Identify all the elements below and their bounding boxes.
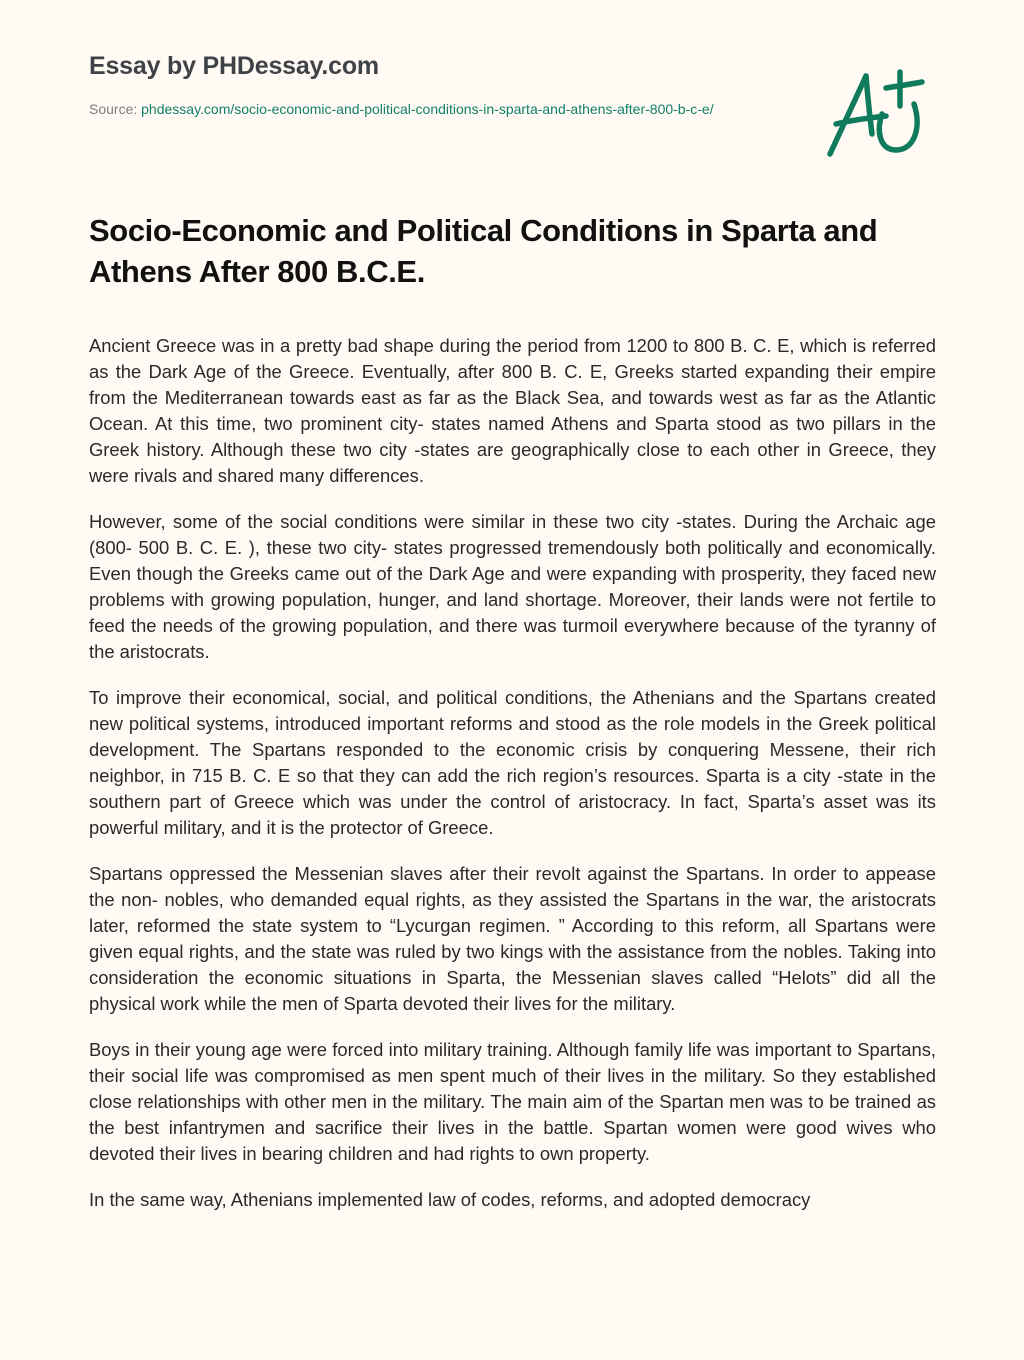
article-title: Socio-Economic and Political Conditions in Sparta and Athens After 800 B.C.E. bbox=[89, 213, 878, 289]
source-label: Source: bbox=[89, 101, 142, 117]
page-header bbox=[89, 48, 789, 120]
paragraph: However, some of the social conditions were similar in these two city -states. During the Archaic age (800- 500 B. C. E. ), these two city- states progressed tremendously both politically and economically. Even though the Greeks came out of the Dark Age and were expanding with prosperity, they faced new problems with growing population, hunger, and land shortage. Moreover, their lands were not fertile to feed the needs of the growing population, and there was turmoil everywhere because of the tyranny of the aristocrats. bbox=[89, 511, 936, 662]
a-plus-logo-svg bbox=[822, 66, 930, 160]
source-line bbox=[89, 98, 749, 120]
a-plus-grade-icon bbox=[822, 66, 930, 160]
paragraph-truncated: In the same way, Athenians implemented law of codes, reforms, and adopted democracy bbox=[89, 1189, 811, 1210]
paragraph: To improve their economical, social, and political conditions, the Athenians and the Spartans created new political systems, introduced important reforms and stood as the role models in the Greek political development. The Spartans responded to the economic crisis by conquering Messene, their rich neighbor, in 715 B. C. E so that they can add the rich region’s resources. Sparta is a city -state in the southern part of Greece which was under the control of aristocracy. In fact, Sparta’s asset was its powerful military, and it is the protector of Greece. bbox=[89, 687, 936, 838]
paragraph: Ancient Greece was in a pretty bad shape during the period from 1200 to 800 B. C. E, which is referred as the Dark Age of the Greece. Eventually, after 800 B. C. E, Greeks started expanding their empire from the Mediterranean towards east as far as the Black Sea, and towards west as far as the Atlantic Ocean. At this time, two prominent city- states named Athens and Sparta stood as two pillars in the Greek history. Although these two city -states are geographically close to each other in Greece, they were rivals and shared many differences. bbox=[89, 335, 936, 486]
source-link[interactable]: phdessay.com/socio-economic-and-political-conditions-in-sparta-and-athens-after-800-b-c-e/ bbox=[141, 101, 714, 117]
paragraph: Spartans oppressed the Messenian slaves after their revolt against the Spartans. In order to appease the non- nobles, who demanded equal rights, as they assisted the Spartans in the war, the aristocrats later, reformed the state system to “Lycurgan regimen. ” According to this reform, all Spartans were given equal rights, and the state was ruled by two kings with the assistance from the nobles. Taking into consideration the economic situations in Sparta, the Messenian slaves called “Helots” did all the physical work while the men of Sparta devoted their lives for the military. bbox=[89, 863, 936, 1014]
site-title: Essay by PHDessay.com bbox=[89, 52, 379, 80]
paragraph: Boys in their young age were forced into military training. Although family life was important to Spartans, their social life was compromised as men spent much of their lives in the military. So they established close relationships with other men in the military. The main aim of the Spartan men was to be trained as the best infantrymen and sacrifice their lives in the battle. Spartan women were good wives who devoted their lives in bearing children and had rights to own property. bbox=[89, 1039, 936, 1164]
article-body bbox=[89, 333, 936, 1233]
